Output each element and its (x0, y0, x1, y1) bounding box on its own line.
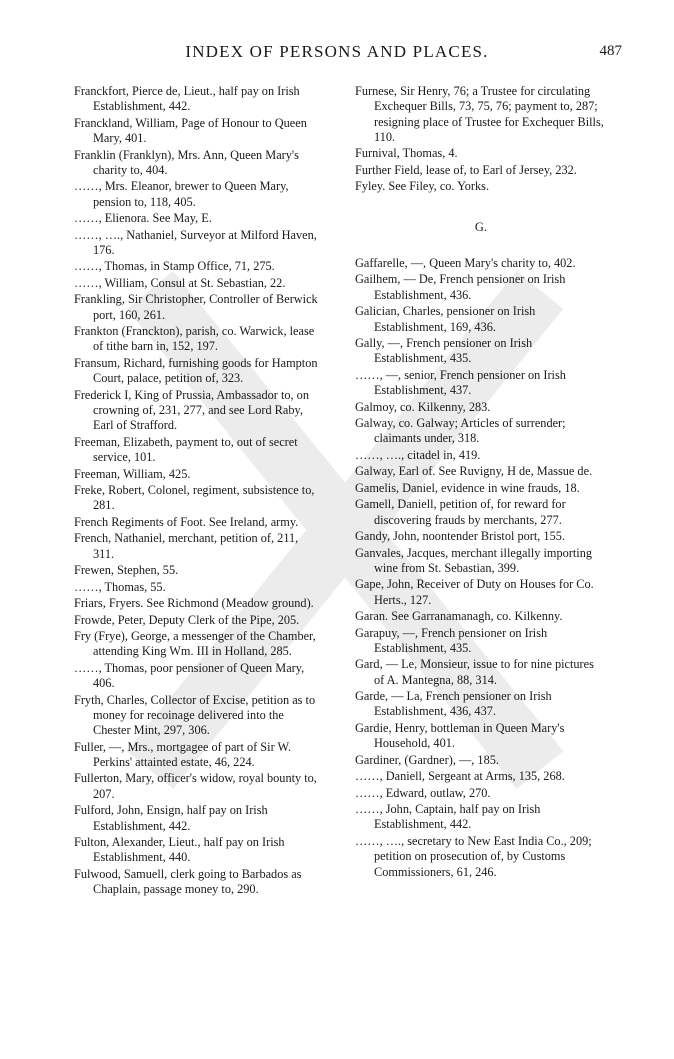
index-entry: ……, …., Nathaniel, Surveyor at Milford Haven, 176. (74, 227, 317, 257)
index-entry: Frewen, Stephen, 55. (74, 563, 179, 578)
index-entry: Gailhem, — De, French pensioner on Irish Establishment, 436. (355, 272, 566, 302)
index-entry: Gamelis, Daniel, evidence in wine frauds, 18. (355, 480, 580, 495)
index-entry: Fransum, Richard, furnishing goods for Hampton Court, palace, petition of, 323. (74, 355, 318, 386)
index-entry: Furnival, Thomas, 4. (355, 146, 458, 161)
index-entry: Frankling, Sir Christopher, Controller of Berwick port, 160, 261. (74, 292, 318, 322)
index-entry: Friars, Fryers. See Richmond (Meadow ground). (74, 596, 314, 611)
index-entry: Fuller, —, Mrs., mortgagee of part of Sir W. Perkins' attainted estate, 46, 224. (74, 739, 292, 769)
index-entry: Furnese, Sir Henry, 76; a Trustee for circulating Exchequer Bills, 73, 75, 76; payment to, 287; resigning place of Trustee for Exchequer Bills, 110. (355, 84, 604, 144)
index-entry: Franckfort, Pierce de, Lieut., half pay on Irish Establishment, 442. (74, 84, 300, 114)
page-header (0, 42, 674, 72)
index-entry: Fullerton, Mary, officer's widow, royal bounty to, 207. (74, 771, 317, 801)
index-entry: Fulford, John, Ensign, half pay on Irish Establishment, 442. (74, 803, 268, 833)
index-entry: ……, Daniell, Sergeant at Arms, 135, 268. (355, 769, 565, 784)
index-entry: French Regiments of Foot. See Ireland, army. (74, 514, 299, 529)
index-entries-right-top (355, 84, 607, 195)
index-entry: Fulwood, Samuell, clerk going to Barbados as Chaplain, passage money to, 290. (74, 866, 302, 897)
index-entry: ……, —, senior, French pensioner on Irish Establishment, 437. (355, 367, 566, 398)
index-entry: Gamell, Daniell, petition of, for reward for discovering frauds by merchants, 277. (355, 497, 566, 527)
index-entry: Garde, — La, French pensioner on Irish Establishment, 436, 437. (355, 689, 552, 719)
index-entry: Gally, —, French pensioner on Irish Establishment, 435. (355, 335, 533, 366)
index-entries-right-bottom (355, 256, 607, 880)
index-entry: ……, John, Captain, half pay on Irish Establishment, 442. (355, 802, 541, 832)
index-entry: Gardiner, (Gardner), —, 185. (355, 752, 499, 767)
index-entry: ……, Edward, outlaw, 270. (355, 785, 491, 800)
index-entry: French, Nathaniel, merchant, petition of, 211, 311. (74, 531, 299, 561)
index-entry: Galician, Charles, pensioner on Irish Establishment, 169, 436. (355, 304, 536, 334)
index-entry: Further Field, lease of, to Earl of Jersey, 232. (355, 162, 577, 177)
index-entry: ……, Thomas, poor pensioner of Queen Mary, 406. (74, 660, 305, 691)
index-entry: Gandy, John, noontender Bristol port, 155. (355, 529, 565, 544)
index-entry: Fyley. See Filey, co. Yorks. (355, 179, 490, 194)
index-entry: Freke, Robert, Colonel, regiment, subsistence to, 281. (74, 483, 315, 513)
index-entry: Galway, Earl of. See Ruvigny, H de, Massue de. (355, 464, 593, 479)
index-entry: Galway, co. Galway; Articles of surrender; claimants under, 318. (355, 416, 566, 446)
index-entry: ……, William, Consul at St. Sebastian, 22. (74, 275, 286, 290)
index-entry: Gard, — Le, Monsieur, issue to for nine pictures of A. Mantegna, 88, 314. (355, 657, 594, 687)
index-entry: Galmoy, co. Kilkenny, 283. (355, 399, 491, 414)
index-entry: Freeman, Elizabeth, payment to, out of secret service, 101. (74, 434, 298, 465)
index-entry: ……, Mrs. Eleanor, brewer to Queen Mary, pension to, 118, 405. (74, 179, 289, 209)
index-entry: Frowde, Peter, Deputy Clerk of the Pipe, 205. (74, 612, 300, 627)
index-entry: ……, Elienora. See May, E. (74, 211, 212, 226)
index-entry: ……, …., citadel in, 419. (355, 447, 481, 462)
left-column (74, 84, 322, 899)
index-entry: Freeman, William, 425. (74, 466, 191, 481)
index-entry: ……, …., secretary to New East India Co., 209; petition on prosecution of, by Customs Commissioners, 61, 246. (355, 833, 592, 879)
section-letter-heading: G. (474, 219, 488, 234)
index-entry: Frederick I, King of Prussia, Ambassador to, on crowning of, 231, 277, and see Lord Raby, Earl of Strafford. (74, 387, 309, 433)
index-entry: Franckland, William, Page of Honour to Queen Mary, 401. (74, 115, 307, 146)
index-entry: Franklin (Franklyn), Mrs. Ann, Queen Mary's charity to, 404. (74, 147, 299, 177)
index-entry: Gardie, Henry, bottleman in Queen Mary's Household, 401. (355, 720, 565, 751)
page-title: INDEX OF PERSONS AND PLACES. (185, 42, 489, 61)
index-entry: Fulton, Alexander, Lieut., half pay on Irish Establishment, 440. (74, 835, 285, 865)
index-entry: Gape, John, Receiver of Duty on Houses for Co. Herts., 127. (355, 577, 594, 607)
index-entry: Gaffarelle, —, Queen Mary's charity to, 402. (355, 255, 576, 270)
index-entry: ……, Thomas, 55. (74, 579, 166, 594)
index-entry: Garapuy, —, French pensioner on Irish Establishment, 435. (355, 625, 548, 655)
right-column (355, 84, 607, 881)
index-entries-left (74, 84, 322, 897)
index-entry: Garan. See Garranamanagh, co. Kilkenny. (355, 609, 563, 624)
index-entry: Frankton (Franckton), parish, co. Warwick, lease of tithe barn in, 152, 197. (74, 324, 315, 354)
page-number: 487 (599, 43, 622, 59)
index-entry: Fryth, Charles, Collector of Excise, petition as to money for recoinage delivered into the Chester Mint, 297, 306. (74, 692, 316, 738)
index-entry: ……, Thomas, in Stamp Office, 71, 275. (74, 259, 275, 274)
index-entry: Fry (Frye), George, a messenger of the Chamber, attending King Wm. III in Holland, 285. (74, 629, 316, 659)
index-entry: Ganvales, Jacques, merchant illegally importing wine from St. Sebastian, 399. (355, 545, 592, 575)
